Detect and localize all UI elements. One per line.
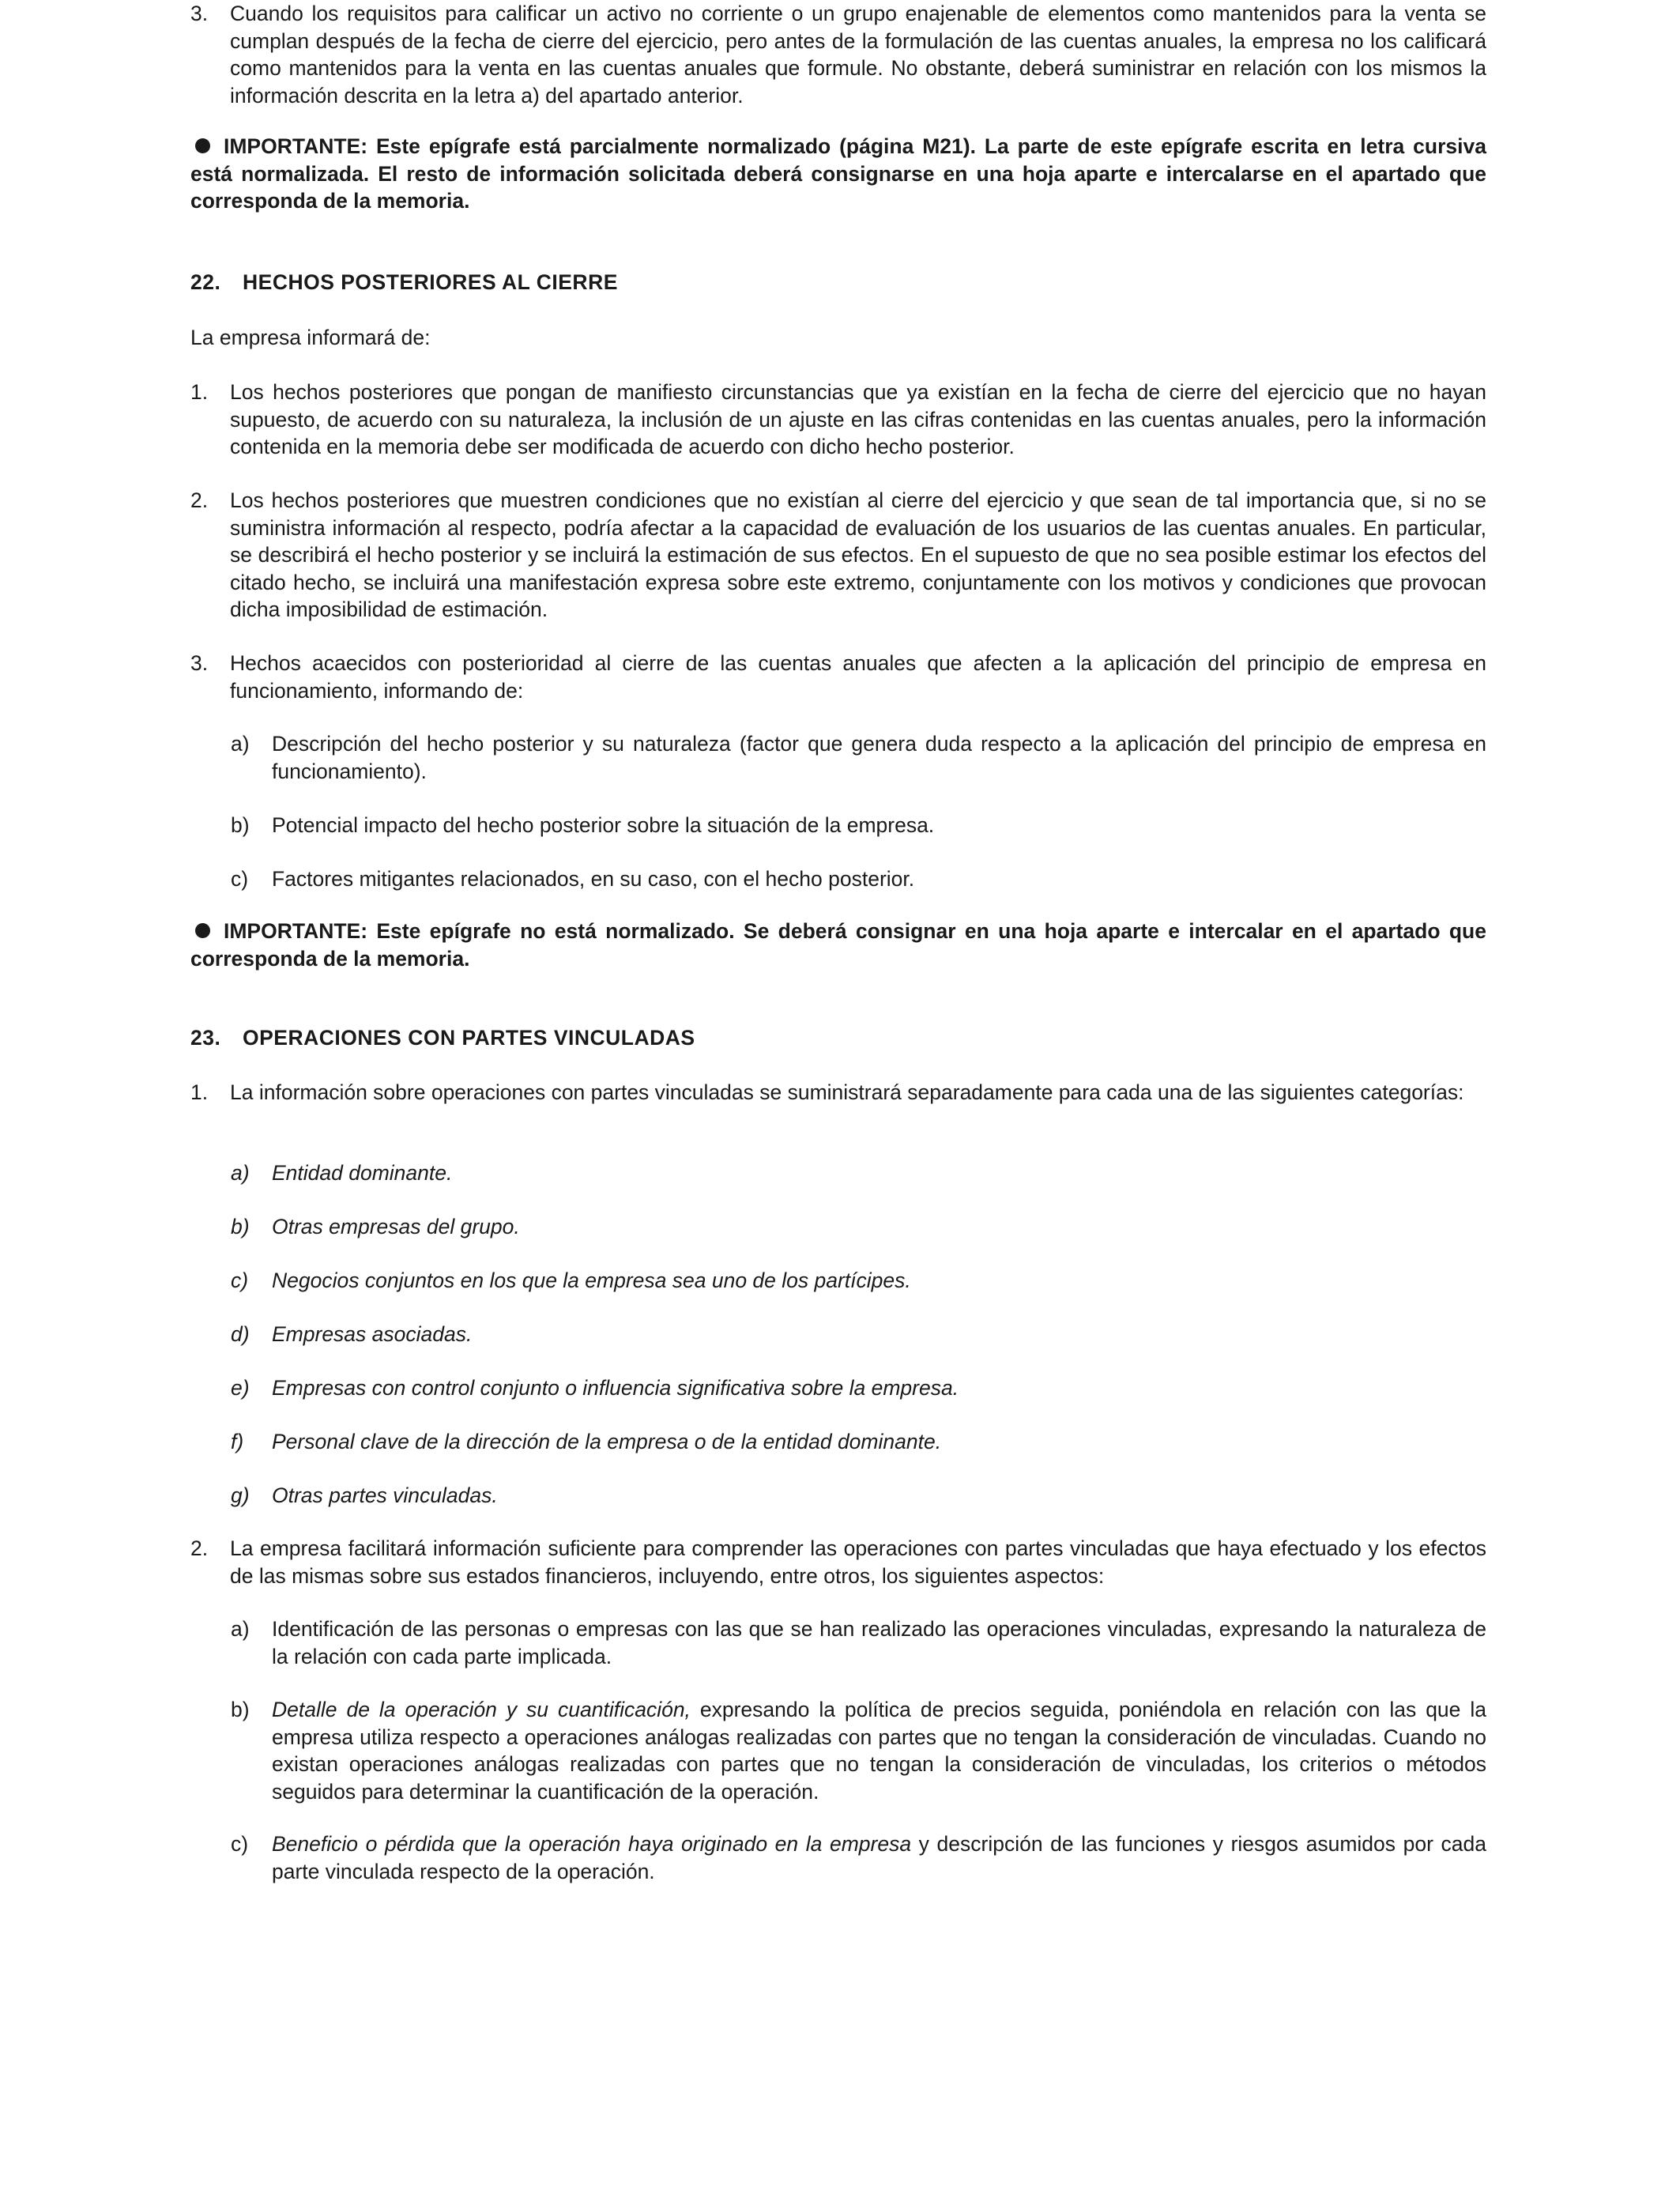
item-number: 3.: [190, 651, 209, 675]
section-number: 23.: [190, 1026, 221, 1050]
category-item: [231, 1321, 1486, 1348]
list-item: [190, 487, 1486, 624]
section-title: OPERACIONES CON PARTES VINCULADAS: [243, 1026, 695, 1050]
list-item: [190, 650, 1486, 704]
aspect-item: [231, 1615, 1486, 1670]
bullet-icon: [195, 923, 210, 938]
aspect-regular-text: expresando la política de precios seguida, poniéndola en relación con las que la empresa utiliza respecto a operaciones análogas realizadas con partes que no tengan la consideración de vinculadas. Cuando no existan operaciones análogas realizadas con partes que no tengan la consideración de vinculadas, los criterios o métodos seguidos para determinar la cuantificación de la operación.: [272, 1698, 1486, 1804]
item-number: 2.: [190, 1536, 209, 1560]
important-text: IMPORTANTE: Este epígrafe no está normalizado. Se deberá consignar en una hoja aparte e intercalar en el apartado que corresponda de la memoria.: [190, 919, 1486, 971]
category-text: Entidad dominante.: [272, 1161, 453, 1185]
aspect-label: b): [231, 1698, 250, 1721]
category-item: [231, 1374, 1486, 1402]
list-item: [190, 1079, 1486, 1106]
important-text: IMPORTANTE: Este epígrafe está parcialmente normalizado (página M21). La parte de este epígrafe escrita en letra cursiva está normalizada. El resto de información solicitada deberá consignarse en una hoja aparte e intercalarse en el apartado que corresponda de la memoria.: [190, 134, 1486, 213]
category-text: Negocios conjuntos en los que la empresa sea uno de los partícipes.: [272, 1269, 911, 1292]
item-number: 3.: [190, 2, 209, 25]
aspect-item: [231, 1696, 1486, 1805]
category-item: [231, 1267, 1486, 1295]
item-text: La empresa facilitará información suficiente para comprender las operaciones con partes vinculadas que haya efectuado y los efectos de las mismas sobre sus estados financieros, incluyendo, entre otros, los siguientes aspectos:: [230, 1536, 1486, 1588]
category-label: c): [231, 1269, 249, 1292]
aspect-label: c): [231, 1832, 249, 1856]
list-item: [190, 379, 1486, 461]
section-heading: [190, 269, 1486, 296]
important-note: [190, 918, 1486, 972]
list-item: [190, 1535, 1486, 1589]
item-number: 1.: [190, 380, 209, 404]
section-title: HECHOS POSTERIORES AL CIERRE: [243, 270, 618, 294]
list-item: [190, 0, 1486, 109]
category-text: Otras empresas del grupo.: [272, 1215, 520, 1238]
category-item: [231, 1482, 1486, 1510]
aspect-item: [231, 1830, 1486, 1885]
aspect-text: Identificación de las personas o empresas con las que se han realizado las operaciones vinculadas, expresando la naturaleza de la relación con cada parte implicada.: [272, 1617, 1486, 1668]
item-text: La información sobre operaciones con partes vinculadas se suministrará separadamente para cada una de las siguientes categorías:: [230, 1080, 1464, 1104]
item-text: Los hechos posteriores que pongan de manifiesto circunstancias que ya existían en la fecha de cierre del ejercicio que no hayan supuesto, de acuerdo con su naturaleza, la inclusión de un ajuste en las cifras contenidas en las cuentas anuales, pero la información contenida en la memoria debe ser modificada de acuerdo con dicho hecho posterior.: [230, 380, 1486, 458]
item-number: 1.: [190, 1080, 209, 1104]
category-item: [231, 1213, 1486, 1241]
section-intro: La empresa informará de:: [190, 326, 431, 349]
sub-item-text: Descripción del hecho posterior y su naturaleza (factor que genera duda respecto a la aplicación del principio de empresa en funcionamiento).: [272, 732, 1486, 783]
aspect-regular-text: y descripción de las funciones y riesgos asumidos por cada parte vinculada respecto de la operación.: [272, 1832, 1487, 1883]
aspect-text: [272, 1696, 1486, 1805]
item-number: 2.: [190, 488, 209, 512]
section-number: 22.: [190, 270, 221, 294]
section-heading: [190, 1024, 1486, 1052]
category-item: [231, 1159, 1486, 1187]
sub-item-text: Factores mitigantes relacionados, en su caso, con el hecho posterior.: [272, 867, 915, 891]
category-label: a): [231, 1161, 250, 1185]
category-label: d): [231, 1322, 250, 1346]
aspect-text: [272, 1830, 1486, 1885]
item-text: Hechos acaecidos con posterioridad al cierre de las cuentas anuales que afecten a la aplicación del principio de empresa en funcionamiento, informando de:: [230, 651, 1486, 703]
sub-item-label: c): [231, 867, 249, 891]
important-note: [190, 133, 1486, 215]
bullet-icon: [195, 138, 210, 153]
category-text: Empresas con control conjunto o influencia significativa sobre la empresa.: [272, 1376, 959, 1400]
category-text: Otras partes vinculadas.: [272, 1483, 498, 1507]
category-item: [231, 1428, 1486, 1456]
aspect-italic-text: Detalle de la operación y su cuantificación,: [272, 1698, 691, 1721]
category-text: Personal clave de la dirección de la empresa o de la entidad dominante.: [272, 1430, 942, 1453]
sub-item-text: Potencial impacto del hecho posterior sobre la situación de la empresa.: [272, 813, 935, 837]
aspect-label: a): [231, 1617, 250, 1641]
item-text: Cuando los requisitos para calificar un activo no corriente o un grupo enajenable de elementos como mantenidos para la venta se cumplan después de la fecha de cierre del ejercicio, pero antes de la formulación de las cuentas anuales, la empresa no los calificará como mantenidos para la venta en las cuentas anuales que formule. No obstante, deberá suministrar en relación con los mismos la información descrita en la letra a) del apartado anterior.: [230, 2, 1486, 107]
category-text: Empresas asociadas.: [272, 1322, 473, 1346]
category-label: e): [231, 1376, 250, 1400]
sub-item: [231, 730, 1486, 785]
sub-item-label: a): [231, 732, 250, 756]
category-label: b): [231, 1215, 250, 1238]
item-text: Los hechos posteriores que muestren condiciones que no existían al cierre del ejercicio y que sean de tal importancia que, si no se suministra información al respecto, podría afectar a la capacidad de evaluación de los usuarios de las cuentas anuales. En particular, se describirá el hecho posterior y se incluirá la estimación de sus efectos. En el supuesto de que no sea posible estimar los efectos del citado hecho, se incluirá una manifestación expresa sobre este extremo, conjuntamente con los motivos y condiciones que provocan dicha imposibilidad de estimación.: [230, 488, 1486, 621]
category-label: g): [231, 1483, 250, 1507]
category-label: f): [231, 1430, 244, 1453]
aspect-italic-text: Beneficio o pérdida que la operación haya originado en la empresa: [272, 1832, 912, 1856]
sub-item-label: b): [231, 813, 250, 837]
sub-item: [231, 865, 1486, 893]
sub-item: [231, 812, 1486, 839]
